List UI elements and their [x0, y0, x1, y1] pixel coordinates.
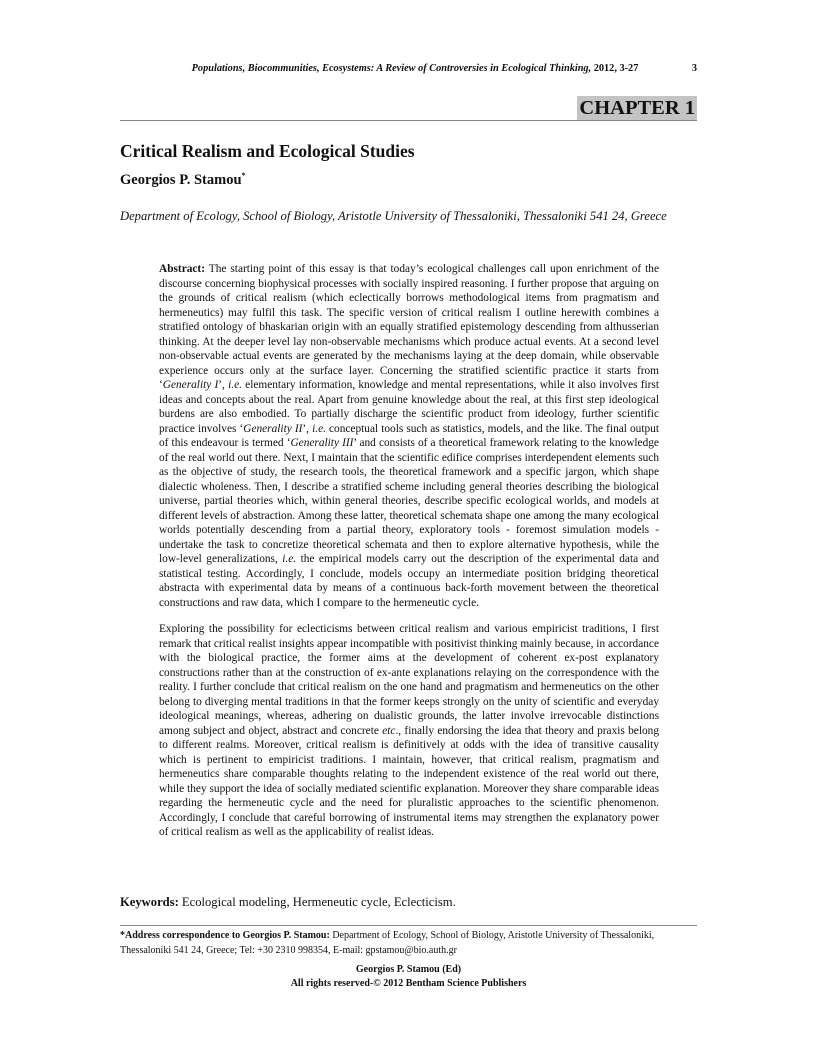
abstract-paragraph-1	[159, 262, 659, 610]
text-run: The starting point of this essay is that today’s ecological challenges call upon enrichment of the discourse concerning biophysical processes with socially inspired reasoning. I further propose that arguing on the grounds of critical realism (which eclectically borrows methodological items from pragmatism and hermeneutics) may fulfil this task. The specific version of critical realism I outline herewith combines a stratified ontology of bhaskarian origin with an equally stratified epistemology descending from althusserian thinking. At the deeper level lay non-observable mechanisms which produce actual events. At a second level non-observable actual events are generated by the mechanisms laying at the deep domain, while observable experience occurs only at the surface layer. Concerning the stratified scientific practice it starts from ‘	[159, 263, 659, 391]
article-title: Critical Realism and Ecological Studies	[120, 141, 415, 161]
footnote-text: Department of Ecology, School of Biology, Aristotle University of Thessaloniki, Thessaloniki 541 24, Greece; Tel: +30 2310 998354, E-mail: gpstamou@bio.auth.gr	[120, 930, 655, 956]
text-run: ’,	[218, 379, 229, 391]
abstract	[159, 262, 659, 852]
page-number: 3	[691, 63, 697, 74]
affiliation: Department of Ecology, School of Biology, Aristotle University of Thessaloniki, Thessaloniki 541 24, Greece	[120, 209, 667, 223]
page-footer	[120, 963, 697, 991]
italic-term: Generality II	[243, 422, 303, 435]
abstract-text	[159, 623, 659, 838]
author-name: Georgios P. Stamou	[120, 172, 242, 188]
text-run: ., finally endorsing the idea that theory and praxis belong to different realms. Moreover, critical realism is definitively at odds with the idea of transitive causality which is pertinent to empiricist traditions. I maintain, however, that critical realism, pragmatism and hermeneutics share comparable thoughts relating to the independent existence of the real world out there, while they support the idea of socially mediated scientific explanation. Moreover they share comparable ideas regarding the hermeneutic cycle and the need for pluralistic approaches to the scientific phenomenon. Accordingly, I conclude that careful borrowing of instrumental items may strengthen the explanatory power of critical realism as well as the applicability of realist ideas.	[159, 724, 659, 838]
correspondence-footnote	[120, 929, 697, 958]
text-run: elementary information, knowledge and mental representations, while it also involves first ideas and concepts about the real. Apart from genuine knowledge about the real, at this first step ideological burdens are also embodied. To partially discharge the scientific product from ideology, further scientific practice involves ‘	[159, 379, 660, 435]
italic-term: Generality III	[290, 437, 354, 449]
footnote-divider	[120, 925, 697, 926]
running-head	[150, 63, 680, 74]
abstract-paragraph-2	[159, 622, 659, 840]
italic-term: i.e.	[282, 553, 297, 565]
keywords	[120, 895, 456, 910]
italic-term: i.e.	[228, 379, 242, 391]
italic-term: etc	[382, 724, 396, 737]
text-run: ’ and consists of a theoretical framework relating to the knowledge of the real world out there. Next, I maintain that the scientific edifice comprises interdependent elements such as the objective of study, the research tools, the theoretical framework and a specific jargon, which shape dialectic wholeness. Then, I describe a stratified scheme including general theories describing the biological universe, partial theories which, within general theories, describe specific ecological worlds, and models at different levels of abstraction. Among these latter, theoretical schemata shape one among the many ecological worlds potentially descending from a partial theory, exploratory tools - foremost simulation models - undertake the task to concretize theoretical schemata and then to explore alternative hypothesis, while the low-level generalizations,	[159, 437, 659, 565]
italic-term: i.e.	[312, 422, 326, 435]
header-divider	[120, 120, 697, 121]
author-footnote-mark: *	[241, 171, 246, 180]
keywords-label: Keywords:	[120, 895, 179, 909]
keywords-text: Ecological modeling, Hermeneutic cycle, Eclecticism.	[178, 895, 456, 909]
footer-rights: All rights reserved-© 2012 Bentham Science Publishers	[290, 978, 527, 989]
footnote-label: *Address correspondence to Georgios P. Stamou:	[120, 930, 330, 941]
chapter-label: CHAPTER 1	[579, 97, 695, 119]
text-run: the empirical models carry out the description of the experimental data and statistical testing. Accordingly, I conclude, models occupy an intermediate position bridging theoretical abstracta with experimental data by means of a continuous back-forth movement between the theoretical constructions and raw data, which I compare to the hermeneutic cycle.	[159, 553, 659, 609]
italic-term: Generality I	[162, 379, 219, 391]
text-run: ’,	[302, 422, 313, 435]
abstract-text	[159, 263, 659, 609]
footer-editor: Georgios P. Stamou (Ed)	[355, 964, 462, 975]
text-run: Exploring the possibility for eclecticisms between critical realism and various empiricist traditions, I first remark that critical realist insights appear incompatible with positivist thinking mainly because, in accordance with the biological practice, the former aims at the development of coherent ex-post explanatory constructions rather than at the construction of ex-ante explanations relaying on the correspondence with the reality. I further conclude that critical realism on the one hand and pragmatism and hermeneutics on the other belong to diverging mental traditions in that the former keeps strongly on the unity of scientific and everyday ideological meanings, whereas, adhering on dualistic grounds, the latter involve irrevocable distinctions among subject and object, abstract and concrete	[159, 623, 659, 737]
text-run: conceptual tools such as statistics, models, and the like. The final output of this endeavour is termed ‘	[159, 422, 659, 449]
journal-title: Populations, Biocommunities, Ecosystems: A Review of Controversies in Ecological Thinking,	[191, 63, 592, 74]
abstract-label: Abstract:	[159, 263, 205, 275]
journal-meta: 2012, 3-27	[591, 63, 639, 74]
author	[120, 171, 246, 189]
